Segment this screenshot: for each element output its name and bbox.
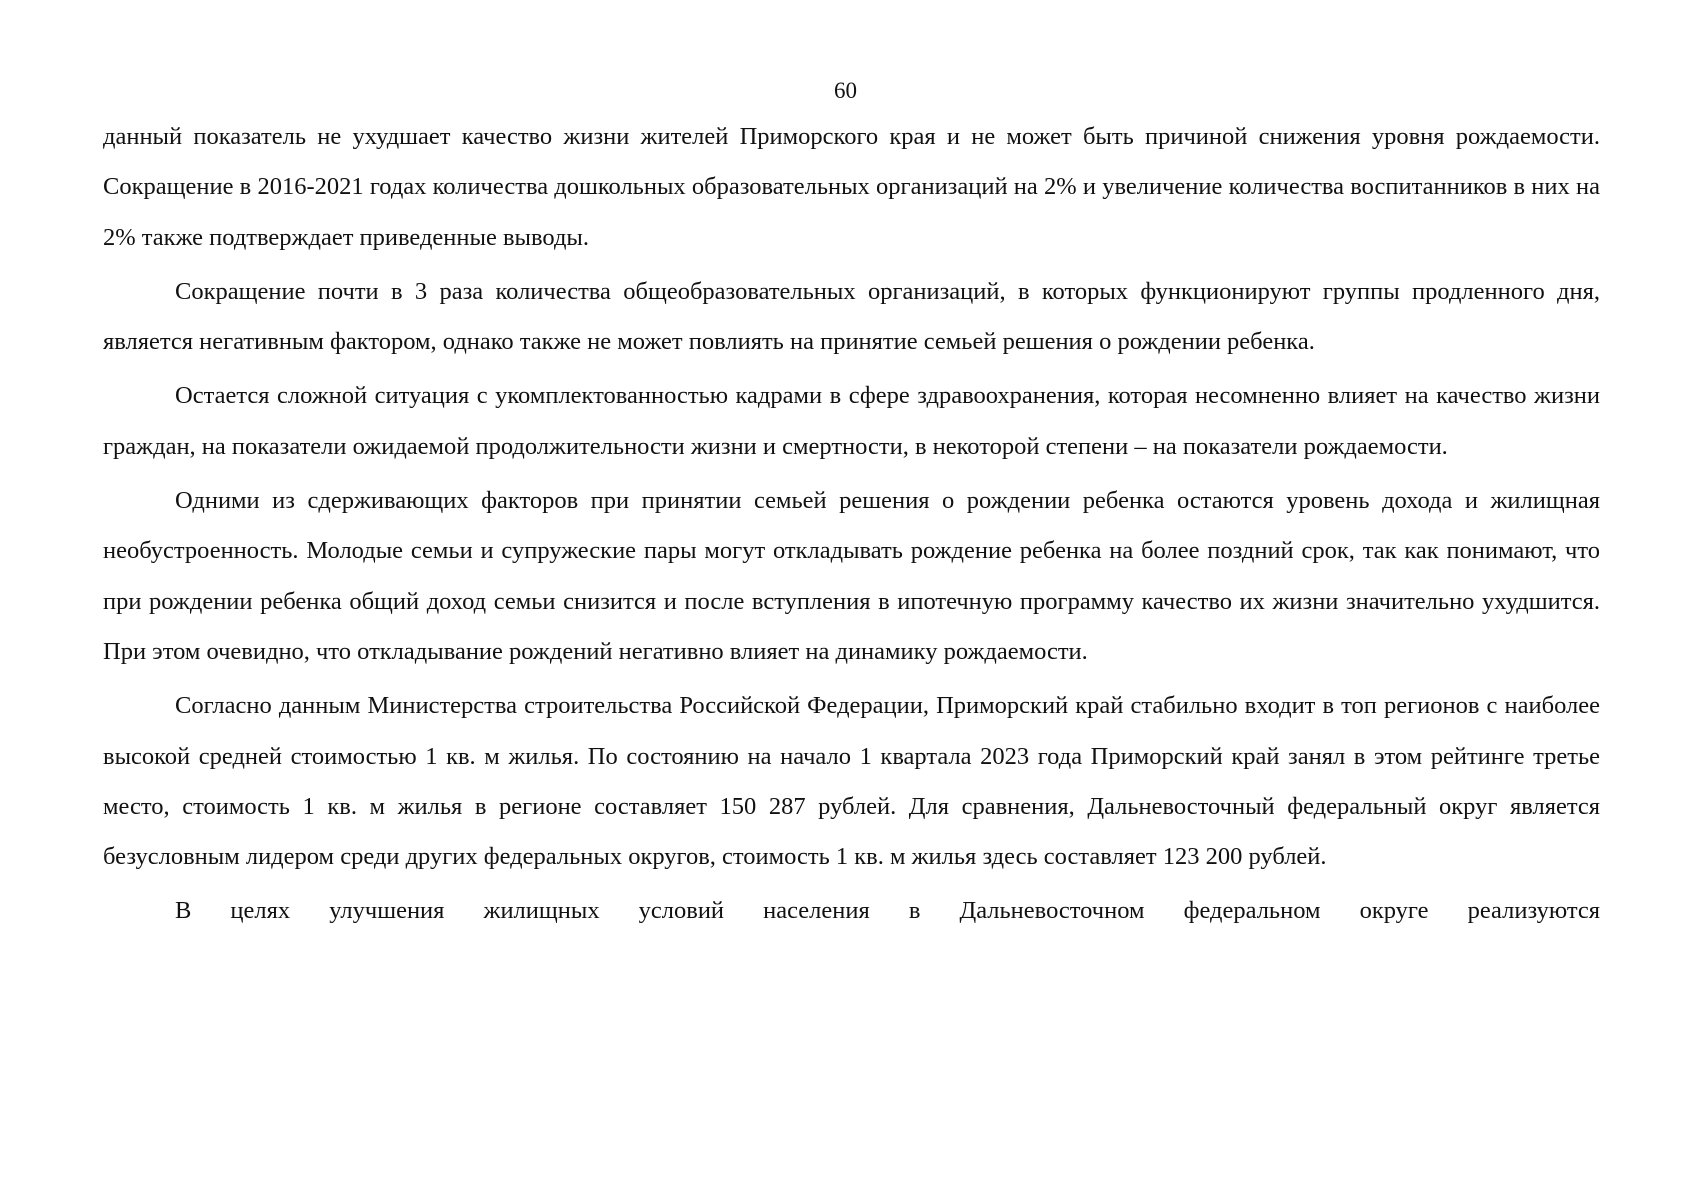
paragraph-income-housing: Одними из сдерживающих факторов при принятии семьей решения о рождении ребенка остаются уровень дохода и жилищная необустроенность. Молодые семьи и супружеские пары могут откладывать рождение ребенка на более поздний срок, так как понимают, что при рождении ребенка общий доход семьи снизится и после вступления в ипотечную программу качество их жизни значительно ухудшится. При этом очевидно, что откладывание рождений негативно влияет на динамику рождаемости. <box>103 487 1600 665</box>
document-body <box>103 112 1600 941</box>
paragraph-continuation: данный показатель не ухудшает качество жизни жителей Приморского края и не может быть причиной снижения уровня рождаемости. Сокращение в 2016-2021 годах количества дошкольных образовательных организаций на 2% и увеличение количества воспитанников в них на 2% также подтверждает приведенные выводы. <box>103 123 1600 251</box>
paragraph-housing-programs: В целях улучшения жилищных условий населения в Дальневосточном федеральном округе реализуются <box>175 897 1600 925</box>
paragraph-extended-day-groups: Сокращение почти в 3 раза количества общеобразовательных организаций, в которых функционируют группы продленного дня, является негативным фактором, однако также не может повлиять на принятие семьей решения о рождении ребенка. <box>103 277 1600 356</box>
page-number: 60 <box>834 78 857 103</box>
paragraph-healthcare-staffing: Остается сложной ситуация с укомплектованностью кадрами в сфере здравоохранения, которая несомненно влияет на качество жизни граждан, на показатели ожидаемой продолжительности жизни и смертности, в некоторой степени – на показатели рождаемости. <box>103 382 1600 460</box>
paragraph-housing-cost: Согласно данным Министерства строительства Российской Федерации, Приморский край стабильно входит в топ регионов с наиболее высокой средней стоимостью 1 кв. м жилья. По состоянию на начало 1 квартала 2023 года Приморский край занял в этом рейтинге третье место, стоимость 1 кв. м жилья в регионе составляет 150 287 рублей. Для сравнения, Дальневосточный федеральный округ является безусловным лидером среди других федеральных округов, стоимость 1 кв. м жилья здесь составляет 123 200 рублей. <box>103 692 1600 871</box>
